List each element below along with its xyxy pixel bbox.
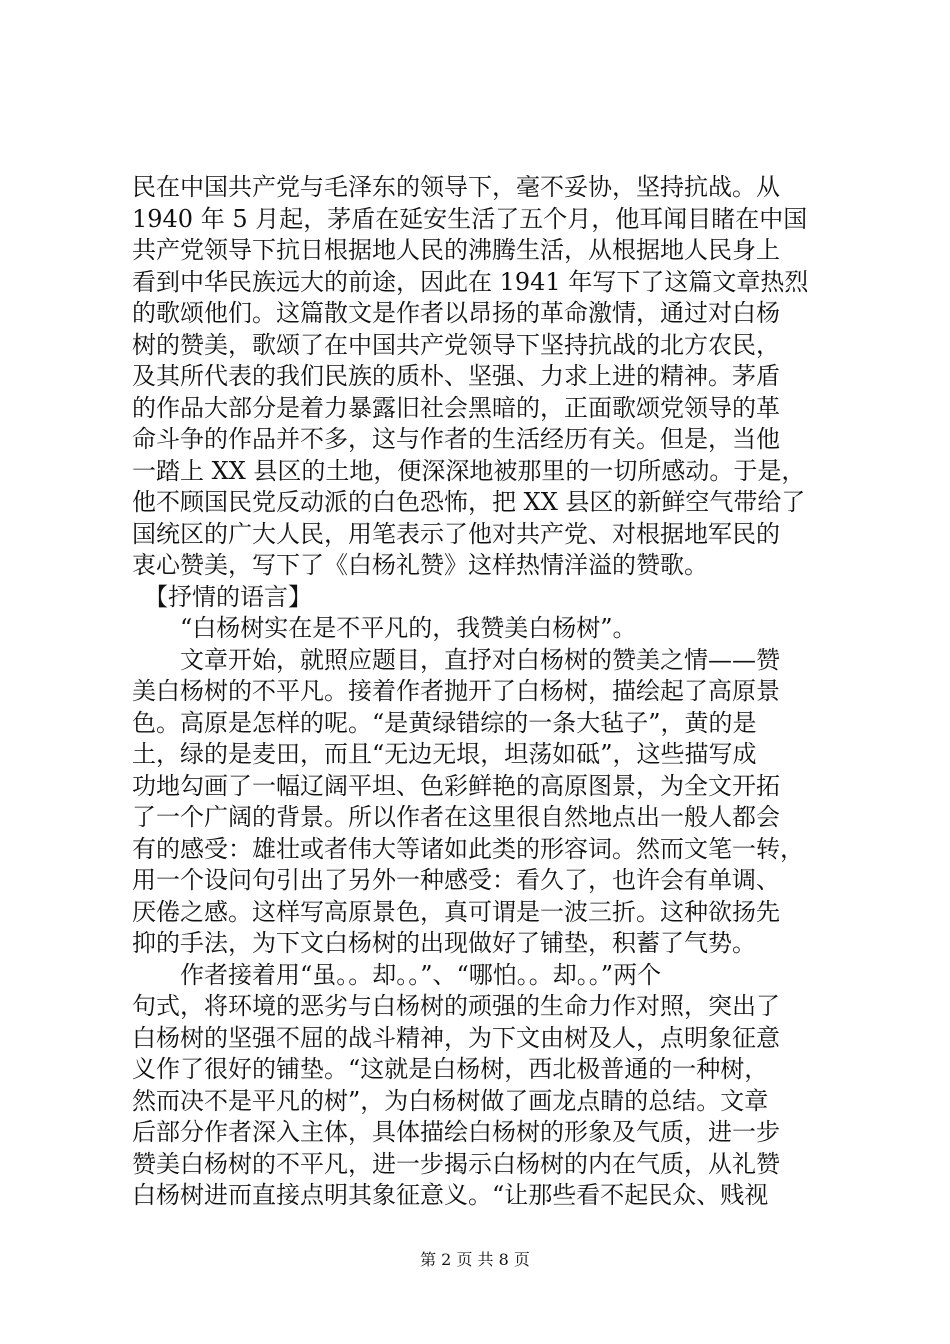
text-line: 然而决不是平凡的树”，为白杨树做了画龙点睛的总结。文章 [132, 1086, 769, 1115]
text-line: 了一个广阔的背景。所以作者在这里很自然地点出一般人都会 [132, 803, 780, 831]
page-number-footer: 第 2 页 共 8 页 [420, 1250, 530, 1269]
text-line: 用一个设问句引出了另外一种感受：看久了，也许会有单调、 [132, 866, 780, 894]
text-line: 国统区的广大人民，用笔表示了他对共产党、对根据地军民的 [132, 519, 780, 548]
text-line: 义作了很好的铺垫。“这就是白杨树，西北极普通的一种树， [132, 1055, 769, 1083]
document-body [132, 172, 832, 1212]
text-line: 句式，将环境的恶劣与白杨树的顽强的生命力作对照，突出了 [132, 992, 780, 1020]
text-line: 赞美白杨树的不平凡，进一步揭示白杨树的内在气质，从礼赞 [132, 1149, 780, 1178]
text-line: 白杨树进而直接点明其象征意义。“让那些看不起民众、贱视 [132, 1181, 769, 1209]
text-line: 衷心赞美，写下了《白杨礼赞》这样热情洋溢的赞歌。 [132, 551, 708, 579]
text-line: “白杨树实在是不平凡的，我赞美白杨树”。 [132, 614, 637, 642]
text-line: 1940 年 5 月起，茅盾在延安生活了五个月，他耳闻目睹在中国 [132, 204, 808, 233]
text-line: 的歌颂他们。这篇散文是作者以昂扬的革命激情，通过对白杨 [132, 299, 780, 327]
text-line: 美白杨树的不平凡。接着作者抛开了白杨树，描绘起了高原景 [132, 677, 780, 705]
text-line: 共产党领导下抗日根据地人民的沸腾生活，从根据地人民身上 [132, 236, 780, 264]
text-line: 树的赞美，歌颂了在中国共产党领导下坚持抗战的北方农民， [132, 330, 780, 359]
text-line: 色。高原是怎样的呢。“是黄绿错综的一条大毡子”，黄的是 [132, 708, 757, 737]
text-line: 命斗争的作品并不多，这与作者的生活经历有关。但是，当他 [132, 425, 780, 453]
text-line: 一踏上 XX 县区的土地，便深深地被那里的一切所感动。于是， [132, 456, 806, 485]
text-line: 民在中国共产党与毛泽东的领导下，毫不妥协，坚持抗战。从 [132, 173, 780, 201]
text-line: 看到中华民族远大的前途，因此在 1941 年写下了这篇文章热烈 [132, 267, 809, 296]
text-line: 后部分作者深入主体，具体描绘白杨树的形象及气质，进一步 [132, 1118, 780, 1146]
text-line: 有的感受：雄壮或者伟大等诸如此类的形容词。然而文笔一转， [132, 834, 804, 863]
text-line: 土，绿的是麦田，而且“无边无垠，坦荡如砥”，这些描写成 [132, 740, 757, 768]
text-line: 及其所代表的我们民族的质朴、坚强、力求上进的精神。茅盾 [132, 362, 780, 390]
text-line: 【抒情的语言】 [132, 582, 312, 611]
text-line: 他不顾国民党反动派的白色恐怖，把 XX 县区的新鲜空气带给了 [132, 488, 806, 516]
text-line: 功地勾画了一幅辽阔平坦、色彩鲜艳的高原图景，为全文开拓 [132, 771, 780, 800]
text-line: 文章开始，就照应题目，直抒对白杨树的赞美之情——赞 [132, 645, 780, 674]
text-line: 白杨树的坚强不屈的战斗精神，为下文由树及人，点明象征意 [132, 1023, 780, 1052]
text-line: 作者接着用“虽。。却。。”、“哪怕。。却。。”两个 [132, 960, 662, 989]
text-line: 抑的手法，为下文白杨树的出现做好了铺垫，积蓄了气势。 [132, 929, 756, 957]
text-line: 的作品大部分是着力暴露旧社会黑暗的，正面歌颂党领导的革 [132, 393, 780, 422]
text-line: 厌倦之感。这样写高原景色，真可谓是一波三折。这种欲扬先 [132, 897, 780, 926]
